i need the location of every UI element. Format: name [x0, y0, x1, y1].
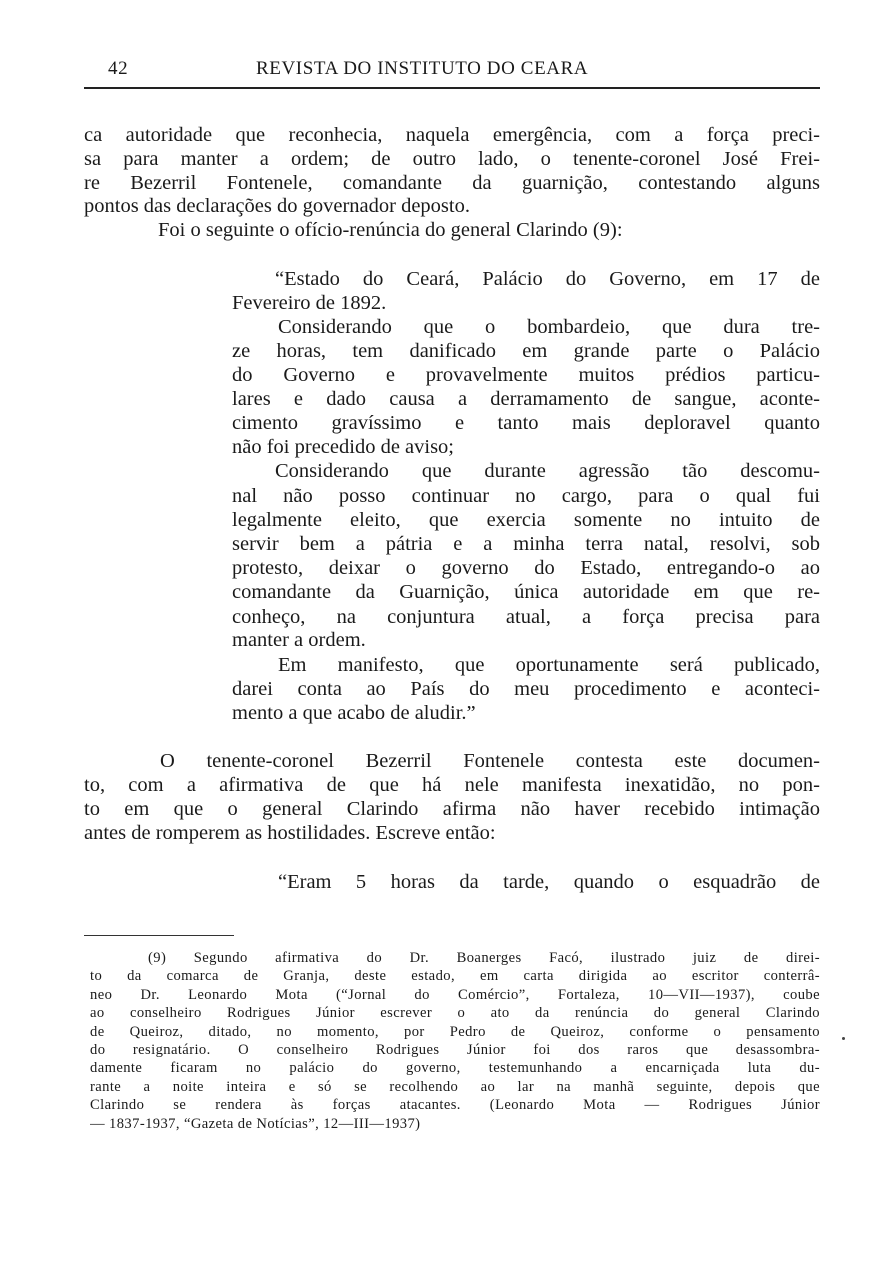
quote-line: mento a que acabo de aludir.” [232, 702, 476, 724]
quote-line: conheço, na conjuntura atual, a força precisa para [232, 606, 820, 628]
quote-line: “Eram 5 horas da tarde, quando o esquadrão de [278, 871, 820, 893]
quote-line: nal não posso continuar no cargo, para o qual fui [232, 485, 820, 507]
footnote-line: rante a noite inteira e só se recolhendo ao lar na manhã seguinte, depois que [90, 1079, 820, 1095]
footnote-line: — 1837-1937, “Gazeta de Notícias”, 12—III—1937) [90, 1116, 421, 1132]
body-line: sa para manter a ordem; de outro lado, o tenente-coronel José Frei- [84, 148, 820, 170]
quote-line: Fevereiro de 1892. [232, 292, 387, 314]
footnote-line: ao conselheiro Rodrigues Júnior escrever o ato da renúncia do general Clarindo [90, 1005, 820, 1021]
footnote-line: de Queiroz, ditado, no momento, por Pedro de Queiroz, conforme o pensamento [90, 1024, 820, 1040]
page-number: 42 [108, 58, 129, 79]
quote-line: do Governo e provavelmente muitos prédios particu- [232, 364, 820, 386]
body-line: Foi o seguinte o ofício-renúncia do general Clarindo (9): [158, 219, 623, 241]
quote-line: cimento gravíssimo e tanto mais deploravel quanto [232, 412, 820, 434]
body-line: pontos das declarações do governador deposto. [84, 195, 470, 217]
quote-line: comandante da Guarnição, única autoridade em que re- [232, 581, 820, 603]
quote-line: não foi precedido de aviso; [232, 436, 455, 458]
footnote-line: damente ficaram no palácio do governo, testemunhando a encarniçada luta du- [90, 1060, 820, 1076]
quote-line: lares e dado causa a derramamento de sangue, aconte- [232, 388, 820, 410]
quote-line: darei conta ao País do meu procedimento e aconteci- [232, 678, 820, 700]
footnote-line: Clarindo se rendera às forças atacantes. (Leonardo Mota — Rodrigues Júnior [90, 1097, 820, 1113]
footnote-line: to da comarca de Granja, deste estado, em carta dirigida ao escritor conterrâ- [90, 968, 820, 984]
header-rule [84, 87, 820, 89]
quote-line: protesto, deixar o governo do Estado, entregando-o ao [232, 557, 820, 579]
quote-line: Em manifesto, que oportunamente será publicado, [278, 654, 820, 676]
quote-line: servir bem a pátria e a minha terra natal, resolvi, sob [232, 533, 820, 555]
quote-line: ze horas, tem danificado em grande parte o Palácio [232, 340, 820, 362]
body-line: ca autoridade que reconhecia, naquela emergência, com a força preci- [84, 124, 820, 146]
footnote-line: (9) Segundo afirmativa do Dr. Boanerges Facó, ilustrado juiz de direi- [148, 950, 820, 966]
running-header [108, 58, 820, 88]
margin-mark [842, 1037, 845, 1040]
body-line: to em que o general Clarindo afirma não haver recebido intimação [84, 798, 820, 820]
quote-line: “Estado do Ceará, Palácio do Governo, em 17 de [275, 268, 820, 290]
quote-line: manter a ordem. [232, 629, 366, 651]
footnote-rule [84, 935, 234, 936]
quote-line: legalmente eleito, que exercia somente no intuito de [232, 509, 820, 531]
journal-title: REVISTA DO INSTITUTO DO CEARA [256, 58, 589, 79]
footnote-line: do resignatário. O conselheiro Rodrigues Júnior foi dos raros que desassombra- [90, 1042, 820, 1058]
body-line: antes de romperem as hostilidades. Escreve então: [84, 822, 496, 844]
quote-line: Considerando que o bombardeio, que dura tre- [278, 316, 820, 338]
body-line: re Bezerril Fontenele, comandante da guarnição, contestando alguns [84, 172, 820, 194]
footnote-line: neo Dr. Leonardo Mota (“Jornal do Comércio”, Fortaleza, 10—VII—1937), coube [90, 987, 820, 1003]
body-line: to, com a afirmativa de que há nele manifesta inexatidão, no pon- [84, 774, 820, 796]
quote-line: Considerando que durante agressão tão descomu- [275, 460, 820, 482]
body-line: O tenente-coronel Bezerril Fontenele contesta este documen- [160, 750, 820, 772]
